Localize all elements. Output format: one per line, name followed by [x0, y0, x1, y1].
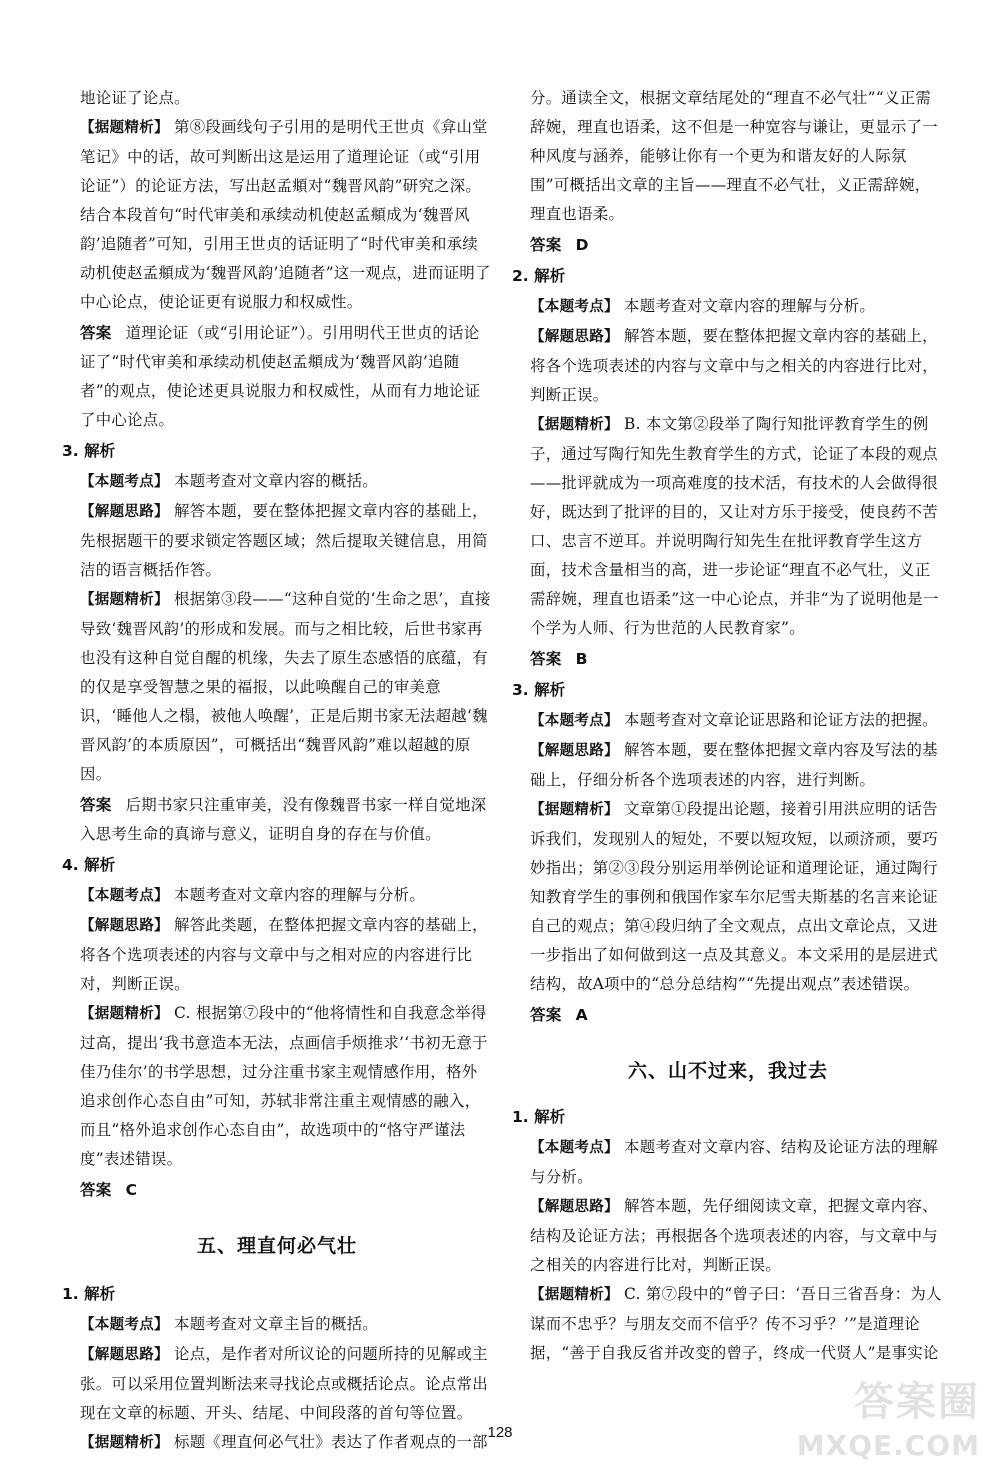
answer-paragraph — [512, 1001, 944, 1030]
tag-label: 【解题思路】 — [530, 743, 619, 759]
answer-text: B — [575, 650, 588, 668]
analysis-text: C. 第⑦段中的“曾子曰：‘吾日三省吾身：为人谋而不忠乎？与朋友交而不信乎？传不习乎？’”是道理论据，“善于自我反省并改变的曾子，终成一代贤人”是事实论 — [530, 1285, 942, 1362]
question-heading: 4. 解析 — [62, 856, 116, 874]
analysis-text: 根据第③段——“这种自觉的‘生命之思’，直接导致‘魏晋风韵’的形成和发展。而与之相比较，后世书家再也没有这种自觉自醒的机缘，失去了原生态感悟的底蕴，有的仅是享受智慧之果的福报，以此唤醒自己的审美意识，‘睡他人之榻，被他人唤醒’，正是后期书家无法超越‘魏晋风韵’的本质原因”，可概括出“魏晋风韵”难以超越的原因。 — [80, 590, 491, 783]
answer-text: 道理论证（或“引用论证”）。引用明代王世贞的话论证了“时代审美和承续动机使赵孟頫成为‘魏晋风韵’追随者”的观点，使论述更具说服力和权威性，从而有力地论证了中心论点。 — [80, 324, 481, 429]
section-title: 五、理直何必气壮 — [196, 1235, 357, 1257]
tag-label: 【解题思路】 — [80, 918, 169, 934]
tag-label: 【据题精析】 — [530, 1287, 619, 1303]
silu-text: 解答本题，要在整体把握文章内容的基础上，将各个选项表述的内容与文章中与之相关的内容进行比对，判断正误。 — [530, 327, 938, 404]
silu-text: 解答本题，先仔细阅读文章，把握文章内容、结构及论证方法；再根据各个选项表述的内容，与文章中与之相关的内容进行比对，判断正误。 — [530, 1197, 938, 1274]
kaodian-paragraph — [512, 1133, 944, 1192]
page-number: 128 — [487, 1424, 513, 1441]
kaodian-paragraph — [62, 881, 492, 911]
kaodian-text: 本题考查对文章内容、结构及论证方法的理解与分析。 — [530, 1138, 938, 1186]
analysis-paragraph — [62, 999, 492, 1174]
tag-label: 【本题考点】 — [530, 713, 619, 729]
question-heading: 3. 解析 — [62, 442, 116, 460]
analysis-paragraph — [512, 1280, 944, 1368]
kaodian-paragraph — [62, 467, 492, 497]
kaodian-text: 本题考查对文章内容的概括。 — [174, 472, 378, 490]
analysis-text: 标题《理直何必气壮》表达了作者观点的一部 — [174, 1433, 488, 1451]
silu-text: 解答本题，要在整体把握文章内容的基础上，先根据题干的要求锁定答题区域；然后提取关键信息，用简洁的语言概括作答。 — [80, 502, 488, 579]
tag-label: 【本题考点】 — [530, 1140, 619, 1156]
answer-text: 后期书家只注重审美，没有像魏晋书家一样自觉地深入思考生命的真谛与意义，证明自身的存在与价值。 — [80, 796, 487, 843]
question-heading: 3. 解析 — [512, 681, 566, 699]
answer-label: 答案 — [530, 1006, 562, 1024]
analysis-text: 文章第①段提出论题，接着引用洪应明的话告诉我们，发现别人的短处，不要以短攻短，以顽济顽，要巧妙指出；第②③段分别运用举例论证和道理论证，通过陶行知教育学生的事例和俄国作家车尔尼雪夫斯基的名言来论证自己的观点；第④段归纳了全文观点，点出文章论点，又进一步指出了如何做到这一点及其意义。本文采用的是层进式结构，故A项中的“总分总结构”“先提出观点”表述错误。 — [530, 800, 938, 993]
tag-label: 【解题思路】 — [530, 1199, 619, 1215]
analysis-text: 第⑧段画线句子引用的是明代王世贞《弇山堂笔记》中的话，故可判断出这是运用了道理论证（或“引用论证”）的论证方法，写出赵孟頫对“魏晋风韵”研究之深。结合本段首句“时代审美和承续动机使赵孟頫成为‘魏晋风韵’追随者”可知，引用王世贞的话证明了“时代审美和承续动机使赵孟頫成为‘魏晋风韵’追随者”这一观点，进而证明了中心论点，使论证更有说服力和权威性。 — [80, 118, 491, 311]
silu-paragraph — [512, 322, 944, 410]
tag-label: 【本题考点】 — [80, 888, 169, 904]
paragraph: 分。通读全文，根据文章结尾处的“理直不必气壮”“义正需辞婉，理直也语柔，这不但是一种宽容与谦让，更显示了一种风度与涵养，能够让你有一个更为和谐友好的人际氛围”可概括出文章的主旨——理直不必气壮，义正需辞婉，理直也语柔。 — [530, 89, 938, 223]
question-heading: 1. 解析 — [512, 1108, 566, 1126]
answer-label: 答案 — [80, 796, 112, 814]
kaodian-paragraph — [512, 706, 944, 736]
watermark-bottom-text: MXQE.COM — [796, 1429, 980, 1462]
silu-paragraph — [62, 1340, 492, 1428]
kaodian-text: 本题考查对文章论证思路和论证方法的把握。 — [624, 711, 938, 729]
section-title: 六、山不过来，我过去 — [627, 1060, 828, 1082]
analysis-text: C. 根据第⑦段中的“他将情性和自我意念举得过高，提出‘我书意造本无法，点画信手烦推求’‘书初无意于佳乃佳尔’的书学思想，过分注重书家主观情感作用，格外追求创作心态自由”可知，苏轼非常注重主观情感的融入，而且“格外追求创作心态自由”，故选项中的“恪守严谨法度”表述错误。 — [80, 1004, 488, 1168]
analysis-paragraph — [512, 410, 944, 643]
kaodian-text: 本题考查对文章内容的理解与分析。 — [174, 886, 426, 904]
tag-label: 【据题精析】 — [530, 802, 619, 818]
silu-text: 解答此类题，在整体把握文章内容的基础上，将各个选项表述的内容与文章中与之相对应的内容进行比对，判断正误。 — [80, 916, 488, 993]
question-heading: 2. 解析 — [512, 267, 566, 285]
tag-label: 【据题精析】 — [80, 1006, 169, 1022]
kaodian-paragraph — [512, 292, 944, 322]
answer-paragraph — [62, 319, 492, 435]
right-column — [512, 84, 944, 1368]
kaodian-paragraph — [62, 1310, 492, 1340]
silu-text: 解答本题，要在整体把握文章内容及写法的基础上，仔细分析各个选项表述的内容，进行判断。 — [530, 741, 938, 789]
answer-text: D — [575, 236, 589, 254]
question-heading: 1. 解析 — [62, 1285, 116, 1303]
answer-label: 答案 — [80, 1181, 112, 1199]
tag-label: 【据题精析】 — [80, 592, 169, 608]
tag-label: 【本题考点】 — [80, 474, 169, 490]
watermark-top-text: 答案圈 — [854, 1379, 980, 1425]
answer-paragraph — [62, 791, 492, 849]
silu-paragraph — [62, 911, 492, 999]
answer-text: A — [575, 1006, 588, 1024]
analysis-paragraph — [62, 113, 492, 317]
answer-paragraph — [62, 1176, 492, 1205]
analysis-paragraph — [62, 585, 492, 789]
silu-text: 论点，是作者对所议论的问题所持的见解或主张。可以采用位置判断法来寻找论点或概括论点。论点常出现在文章的标题、开头、结尾、中间段落的首句等位置。 — [80, 1345, 488, 1422]
tag-label: 【据题精析】 — [80, 1435, 169, 1451]
kaodian-text: 本题考查对文章主旨的概括。 — [174, 1315, 378, 1333]
silu-paragraph — [512, 1192, 944, 1280]
answer-paragraph — [512, 645, 944, 674]
answer-text: C — [125, 1181, 138, 1199]
left-column — [62, 84, 492, 1458]
tag-label: 【解题思路】 — [80, 504, 169, 520]
answer-label: 答案 — [80, 324, 112, 342]
tag-label: 【解题思路】 — [80, 1347, 169, 1363]
answer-label: 答案 — [530, 650, 562, 668]
analysis-paragraph — [512, 795, 944, 999]
tag-label: 【解题思路】 — [530, 329, 619, 345]
answer-label: 答案 — [530, 236, 562, 254]
silu-paragraph — [62, 497, 492, 585]
tag-label: 【本题考点】 — [530, 299, 619, 315]
paragraph: 地论证了论点。 — [80, 89, 190, 107]
analysis-text: B. 本文第②段举了陶行知批评教育学生的例子，通过写陶行知先生教育学生的方式，论证了本段的观点——批评就成为一项高难度的技术活，有技术的人会做得很好，既达到了批评的目的，又让对方乐于接受，使良药不苦口、忠言不逆耳。并说明陶行知先生在批评教育学生这方面，技术含量相当的高，进一步论证“理直不必气壮，义正需辞婉，理直也语柔”这一中心论点，并非“为了说明他是一个学为人师、行为世范的人民教育家”。 — [530, 415, 939, 637]
silu-paragraph — [512, 736, 944, 795]
tag-label: 【本题考点】 — [80, 1317, 169, 1333]
tag-label: 【据题精析】 — [80, 120, 169, 136]
answer-paragraph — [512, 231, 944, 260]
kaodian-text: 本题考查对文章内容的理解与分析。 — [624, 297, 876, 315]
watermark-logo — [776, 1370, 986, 1462]
tag-label: 【据题精析】 — [530, 417, 619, 433]
